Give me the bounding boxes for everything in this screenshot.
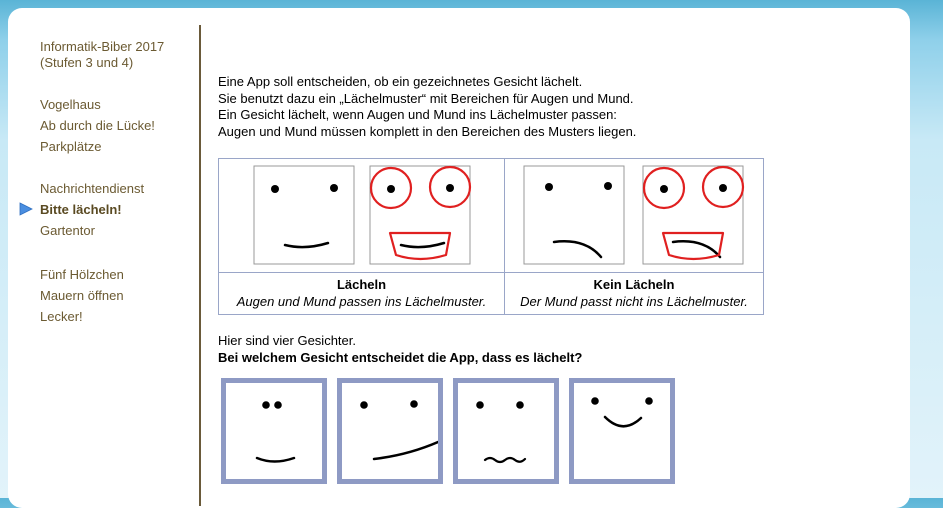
nav-item-gartentor[interactable]: Gartentor <box>40 223 95 238</box>
nav-item-lecker[interactable]: Lecker! <box>40 309 83 324</box>
nosmile-face-image <box>523 165 627 265</box>
nosmile-pattern-overlay-image <box>642 165 746 265</box>
nosmile-description: Der Mund passt nicht ins Lächelmuster. <box>520 293 748 309</box>
nav-group-3 <box>40 264 124 327</box>
smile-description: Augen und Mund passen ins Lächelmuster. <box>236 293 487 309</box>
face-a-image <box>226 383 322 479</box>
answer-face-c[interactable] <box>453 378 559 484</box>
question-line-2: Bei welchem Gesicht entscheidet die App, dass es lächelt? <box>218 349 583 365</box>
nav-item-parkplaetze[interactable]: Parkplätze <box>40 139 102 154</box>
question-line-1: Hier sind vier Gesichter. <box>218 333 356 348</box>
example-nosmile-cell <box>505 159 763 314</box>
nav-item-fuenf-hoelzchen[interactable]: Fünf Hölzchen <box>40 267 124 282</box>
nav-item-nachrichtendienst[interactable]: Nachrichtendienst <box>40 181 145 196</box>
nosmile-title: Kein Lächeln <box>593 277 675 292</box>
intro-line-1: Eine App soll entscheiden, ob ein gezeichnetes Gesicht lächelt. <box>218 74 583 89</box>
page-panel <box>8 8 910 508</box>
answer-face-a[interactable] <box>221 378 327 484</box>
intro-line-2: Sie benutzt dazu ein „Lächelmuster“ mit Bereichen für Augen und Mund. <box>218 90 634 106</box>
question-text <box>218 333 582 366</box>
nav-item-vogelhaus[interactable]: Vogelhaus <box>40 97 101 112</box>
nav-item-mauern-oeffnen[interactable]: Mauern öffnen <box>40 288 124 303</box>
active-arrow-icon <box>19 202 33 216</box>
sidebar-title-line2: (Stufen 3 und 4) <box>40 55 134 70</box>
nosmile-caption <box>505 277 763 310</box>
sidebar-title <box>40 39 164 71</box>
answer-face-d[interactable] <box>569 378 675 484</box>
nav-group-1 <box>40 94 155 157</box>
smile-pattern-overlay-image <box>369 165 473 265</box>
face-c-image <box>458 383 554 479</box>
sidebar-title-line1[interactable]: Informatik-Biber 2017 <box>40 39 165 54</box>
smile-face-image <box>253 165 357 265</box>
intro-text <box>218 74 636 140</box>
nav-group-2 <box>40 178 144 241</box>
nav-item-bitte-laecheln[interactable]: Bitte lächeln! <box>40 202 122 217</box>
task-content <box>218 8 908 498</box>
smile-title: Lächeln <box>336 277 387 292</box>
face-b-image <box>342 383 438 479</box>
example-smile-cell <box>219 159 505 314</box>
face-d-image <box>574 383 670 479</box>
intro-line-4: Augen und Mund müssen komplett in den Bereichen des Musters liegen. <box>218 123 637 139</box>
sidebar-divider <box>199 25 201 506</box>
sidebar <box>8 8 198 498</box>
answer-face-b[interactable] <box>337 378 443 484</box>
nav-item-ab-durch-die-luecke[interactable]: Ab durch die Lücke! <box>40 118 155 133</box>
smile-caption <box>219 277 504 310</box>
intro-line-3: Ein Gesicht lächelt, wenn Augen und Mund ins Lächelmuster passen: <box>218 107 617 122</box>
example-table <box>218 158 764 315</box>
